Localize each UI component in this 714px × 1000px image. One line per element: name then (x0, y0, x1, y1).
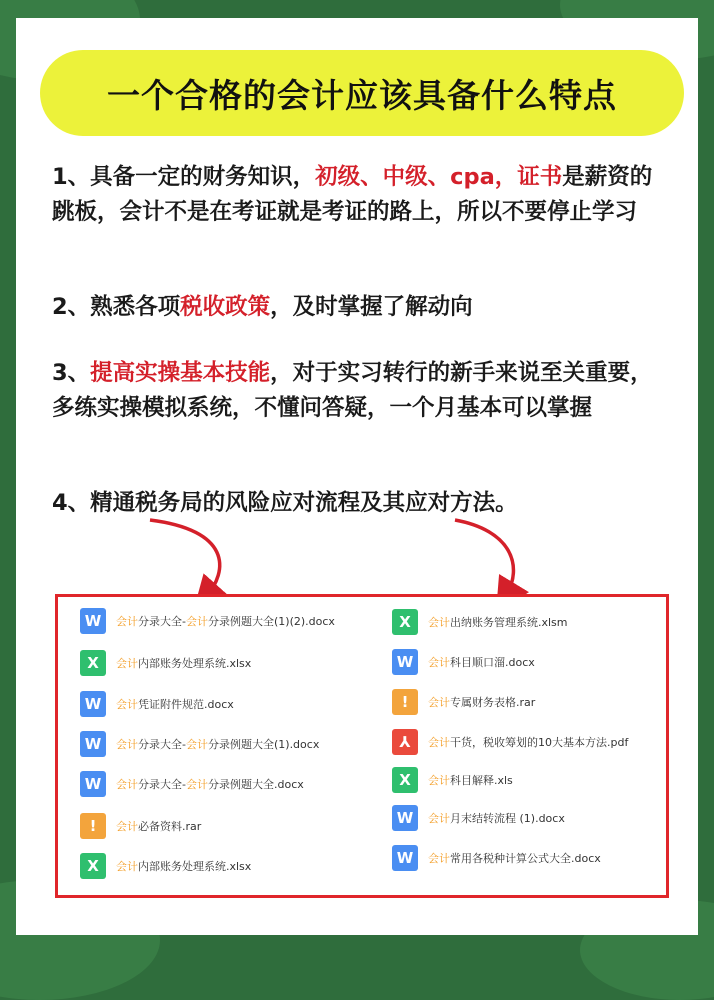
point-3-highlight: 提高实操基本技能 (90, 360, 271, 386)
file-name (428, 850, 601, 866)
file-name-segment: 会计 (185, 778, 208, 791)
archive-file-icon: ! (80, 813, 106, 839)
file-item[interactable] (392, 607, 568, 637)
file-name-segment: 分录大全- (138, 778, 186, 791)
file-name-segment: 会计 (185, 738, 208, 751)
file-name-segment: 科目顺口溜.docx (450, 656, 535, 669)
page-title: 一个合格的会计应该具备什么特点 (107, 75, 617, 115)
word-file-icon: W (392, 649, 418, 675)
file-item[interactable] (80, 729, 319, 759)
file-name-segment: 会计 (428, 696, 450, 709)
file-item[interactable] (392, 727, 628, 757)
point-2-highlight: 税收政策 (180, 294, 271, 320)
excel-file-icon: X (392, 609, 418, 635)
file-name-segment: 分录例题大全(1).docx (207, 738, 320, 751)
file-item[interactable] (392, 843, 601, 873)
point-3-text-rest: ，对于实习转行的新手来说至关重要，多练实操模拟系统，不懂问答疑，一个月基本可以掌握 (52, 360, 653, 421)
file-name-segment: 会计 (428, 812, 450, 825)
file-name-segment: 干货，税收筹划的10大基本方法.pdf (450, 736, 629, 749)
word-file-icon: W (392, 805, 418, 831)
left-arrow-icon (150, 520, 220, 598)
file-name (428, 654, 535, 670)
file-name-segment: 会计 (116, 860, 138, 873)
file-name-segment: 出纳账务管理系统.xlsm (450, 616, 568, 629)
file-name-segment: 会计 (116, 778, 138, 791)
file-name-segment: 分录例题大全(1)(2).docx (207, 615, 335, 628)
file-name-segment: 凭证附件规范.docx (138, 698, 234, 711)
file-name-segment: 会计 (428, 774, 450, 787)
file-name-segment: 会计 (428, 852, 450, 865)
file-name-segment: 会计 (428, 616, 450, 629)
file-name (116, 858, 251, 874)
file-name-segment: 必备资料.rar (138, 820, 202, 833)
word-file-icon: W (80, 771, 106, 797)
right-arrow-icon (455, 520, 513, 598)
file-name (116, 696, 234, 712)
point-1-highlight: 初级、中级、cpa，证书 (315, 164, 563, 190)
file-name-segment: 会计 (428, 736, 450, 749)
word-file-icon: W (80, 608, 106, 634)
file-name-segment: 常用各税种计算公式大全.docx (450, 852, 601, 865)
file-name (116, 736, 319, 752)
file-name (428, 694, 535, 710)
file-name-segment: 内部账务处理系统.xlsx (138, 657, 252, 670)
file-name-segment: 分录大全- (138, 738, 186, 751)
file-name (428, 734, 628, 750)
file-name-segment: 分录大全- (138, 615, 186, 628)
point-1-text: 1、具备一定的财务知识， (52, 164, 316, 190)
file-item[interactable] (80, 648, 251, 678)
file-name (428, 614, 568, 630)
point-2-text-rest: ，及时掌握了解动向 (270, 294, 473, 320)
file-name-segment: 会计 (116, 738, 138, 751)
file-item[interactable] (80, 811, 201, 841)
file-name-segment: 会计 (428, 656, 450, 669)
file-name-segment: 科目解释.xls (450, 774, 513, 787)
file-name-segment: 月末结转流程 (1).docx (450, 812, 565, 825)
file-item[interactable] (80, 689, 234, 719)
word-file-icon: W (80, 691, 106, 717)
file-name (116, 776, 304, 792)
file-name-segment: 分录例题大全.docx (207, 778, 304, 791)
point-2-text: 2、熟悉各项 (52, 294, 181, 320)
point-1-text-rest: 是薪资的跳板，会计不是在考证就是考证的路上，所以不要停止学习 (52, 164, 653, 225)
file-item[interactable] (80, 769, 304, 799)
file-item[interactable] (80, 851, 251, 881)
pdf-file-icon: ⅄ (392, 729, 418, 755)
word-file-icon: W (392, 845, 418, 871)
archive-file-icon: ! (392, 689, 418, 715)
file-name-segment: 专属财务表格.rar (450, 696, 536, 709)
file-item[interactable] (80, 606, 335, 636)
file-name (116, 655, 251, 671)
file-name (116, 818, 201, 834)
file-item[interactable] (392, 803, 565, 833)
excel-file-icon: X (80, 650, 106, 676)
file-item[interactable] (392, 647, 535, 677)
file-name-segment: 会计 (116, 657, 138, 670)
file-item[interactable] (392, 687, 535, 717)
file-name-segment: 会计 (116, 820, 138, 833)
point-3-text: 3、 (52, 360, 91, 386)
word-file-icon: W (80, 731, 106, 757)
file-name-segment: 内部账务处理系统.xlsx (138, 860, 252, 873)
file-name (428, 772, 513, 788)
file-name-segment: 会计 (116, 698, 138, 711)
file-name-segment: 会计 (116, 615, 138, 628)
excel-file-icon: X (392, 767, 418, 793)
file-item[interactable] (392, 765, 513, 795)
point-4-text: 4、精通税务局的风险应对流程及其应对方法。 (52, 490, 518, 516)
excel-file-icon: X (80, 853, 106, 879)
file-name-segment: 会计 (185, 615, 208, 628)
file-name (428, 810, 565, 826)
file-name (116, 613, 335, 629)
